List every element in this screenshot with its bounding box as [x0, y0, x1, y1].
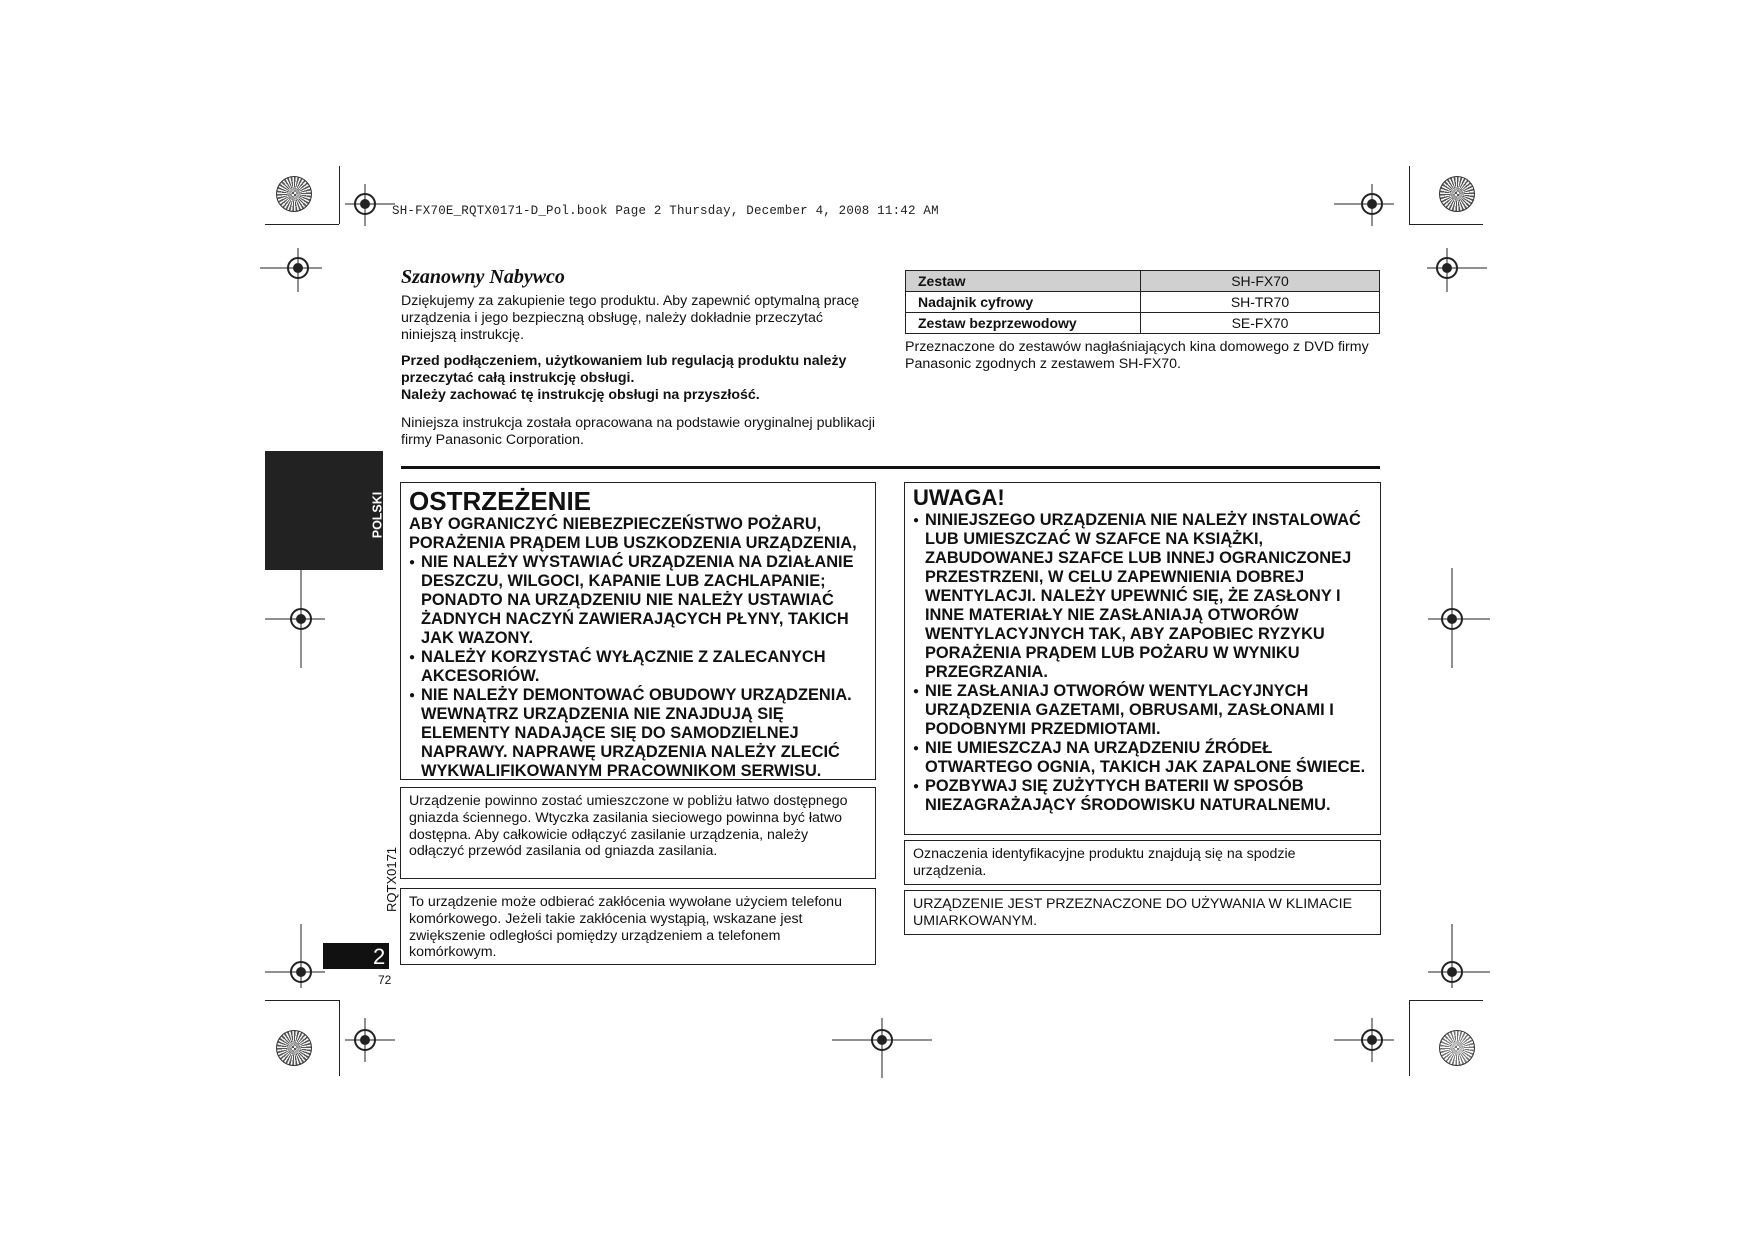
registration-star-icon — [1439, 176, 1475, 212]
models-note: Przeznaczone do zestawów nagłaśniających kina domowego z DVD firmy Panasonic zgodnych z zestawem SH-FX70. — [905, 339, 1369, 372]
warning-intro: ABY OGRANICZYĆ NIEBEZPIECZEŃSTWO POŻARU, PORAŻENIA PRĄDEM LUB USZKODZENIA URZĄDZENIA, — [409, 515, 857, 552]
table-row — [906, 292, 1380, 313]
crosshair-icon — [1334, 184, 1394, 226]
caution-item: ● NIE UMIESZCZAJ NA URZĄDZENIU ŹRÓDEŁ OTWARTEGO OGNIA, TAKICH JAK ZAPALONE ŚWIECE. — [913, 739, 1372, 777]
registration-star-icon — [276, 1030, 312, 1066]
phone-note-box: To urządzenie może odbierać zakłócenia wywołane użyciem telefonu komórkowego. Jeżeli takie zakłócenia wystąpią, wskazane jest zwiększenie odległości pomiędzy urządzeniem a telefonem komórkowym. — [400, 888, 876, 965]
warning-item: ● NIE NALEŻY DEMONTOWAĆ OBUDOWY URZĄDZENIA. WEWNĄTRZ URZĄDZENIA NIE ZNAJDUJĄ SIĘ ELEMENTY NADAJĄCE SIĘ DO SAMODZIELNEJ NAPRAWY. NAPRAWĘ URZĄDZENIA NALEŻY ZLECIĆ WYKWALIFIKOWANYM PRACOWNIKOM SERWISU. — [409, 686, 867, 781]
table-row — [906, 271, 1380, 292]
registration-star-icon — [276, 176, 312, 212]
origin-paragraph: Niniejsza instrukcja została opracowana na podstawie oryginalnej publikacji firmy Panasonic Corporation. — [401, 415, 875, 448]
intro-bold-paragraph — [401, 353, 879, 403]
warning-item: ● NIE NALEŻY WYSTAWIAĆ URZĄDZENIA NA DZIAŁANIE DESZCZU, WILGOCI, KAPANIE LUB ZACHLAPANIE; PONADTO NA URZĄDZENIU NIE NALEŻY USTAWIAĆ ŻADNYCH NACZYŃ ZAWIERAJĄCYCH PŁYNY, TAKICH JAK WAZONY. — [409, 553, 867, 648]
models-table — [905, 270, 1380, 334]
section-divider — [401, 466, 1380, 469]
crosshair-icon — [1428, 568, 1490, 668]
warning-box — [400, 482, 876, 780]
caution-item: ● POZBYWAJ SIĘ ZUŻYTYCH BATERII W SPOSÓB NIEZAGRAŻAJĄCY ŚRODOWISKU NATURALNEMU. — [913, 777, 1372, 815]
caution-item: ● NIE ZASŁANIAJ OTWORÓW WENTYLACYJNYCH URZĄDZENIA GAZETAMI, OBRUSAMI, ZASŁONAMI I PODOBNYMI PRZEDMIOTAMI. — [913, 682, 1372, 739]
crosshair-icon — [1334, 1018, 1394, 1062]
id-note-box: Oznaczenia identyfikacyjne produktu znajdują się na spodzie urządzenia. — [904, 840, 1381, 885]
intro-paragraph: Dziękujemy za zakupienie tego produktu. Aby zapewnić optymalną pracę urządzenia i jego bezpieczną obsługę, należy dokładnie przeczytać niniejszą instrukcję. — [401, 293, 860, 343]
row-label: Zestaw — [906, 271, 1141, 292]
book-filename-line: SH-FX70E_RQTX0171-D_Pol.book Page 2 Thursday, December 4, 2008 11:42 AM — [392, 204, 939, 218]
keep-instructions-text: Należy zachować tę instrukcję obsługi na przyszłość. — [401, 386, 760, 403]
table-row — [906, 313, 1380, 334]
crosshair-icon — [260, 248, 322, 292]
page-number: 2 — [373, 944, 386, 969]
crosshair-icon — [1427, 248, 1487, 292]
row-value: SH-FX70 — [1141, 271, 1380, 292]
row-label: Nadajnik cyfrowy — [906, 292, 1141, 313]
language-tab-label: POLSKI — [370, 491, 385, 539]
row-label: Zestaw bezprzewodowy — [906, 313, 1141, 334]
doc-code: RQTX0171 — [384, 846, 399, 912]
caution-title: UWAGA! — [913, 485, 1005, 510]
warning-title: OSTRZEŻENIE — [409, 486, 592, 516]
crosshair-icon — [265, 924, 325, 988]
caution-box — [904, 482, 1381, 835]
crosshair-icon — [832, 1018, 932, 1078]
crosshair-icon — [345, 184, 395, 226]
language-tab — [265, 451, 383, 570]
registration-star-icon — [1439, 1030, 1475, 1066]
read-instructions-text: Przed podłączeniem, użytkowaniem lub regulacją produktu należy przeczytać całą instrukcję obsługi. — [401, 353, 847, 386]
crosshair-icon — [265, 568, 325, 668]
row-value: SE-FX70 — [1141, 313, 1380, 334]
greeting-heading: Szanowny Nabywco — [401, 266, 565, 288]
crosshair-icon — [1428, 924, 1490, 988]
crosshair-icon — [345, 1018, 395, 1062]
warning-item: ● NALEŻY KORZYSTAĆ WYŁĄCZNIE Z ZALECANYCH AKCESORIÓW. — [409, 648, 867, 686]
plug-note-box: Urządzenie powinno zostać umieszczone w pobliżu łatwo dostępnego gniazda ściennego. Wtyczka zasilania sieciowego powinna być łatwo dostępna. Aby całkowicie odłączyć zasilanie urządzenia, należy odłączyć przewód zasilania od gniazda zasilania. — [400, 787, 876, 879]
total-page-number: 72 — [378, 973, 392, 987]
caution-item: ● NINIEJSZEGO URZĄDZENIA NIE NALEŻY INSTALOWAĆ LUB UMIESZCZAĆ W SZAFCE NA KSIĄŻKI, ZABUDOWANEJ SZAFCE LUB INNEJ OGRANICZONEJ PRZESTRZENI, W CELU ZAPEWNIENIA DOBREJ WENTYLACJI. NALEŻY UPEWNIĆ SIĘ, ŻE ZASŁONY I INNE MATERIAŁY NIE ZASŁANIAJĄ OTWORÓW WENTYLACYJNYCH TAK, ABY ZAPOBIEC RYZYKU PORAŻENIA PRĄDEM LUB POŻARU W WYNIKU PRZEGRZANIA. — [913, 511, 1372, 682]
climate-note-box: URZĄDZENIE JEST PRZEZNACZONE DO UŻYWANIA W KLIMACIE UMIARKOWANYM. — [904, 890, 1381, 935]
row-value: SH-TR70 — [1141, 292, 1380, 313]
